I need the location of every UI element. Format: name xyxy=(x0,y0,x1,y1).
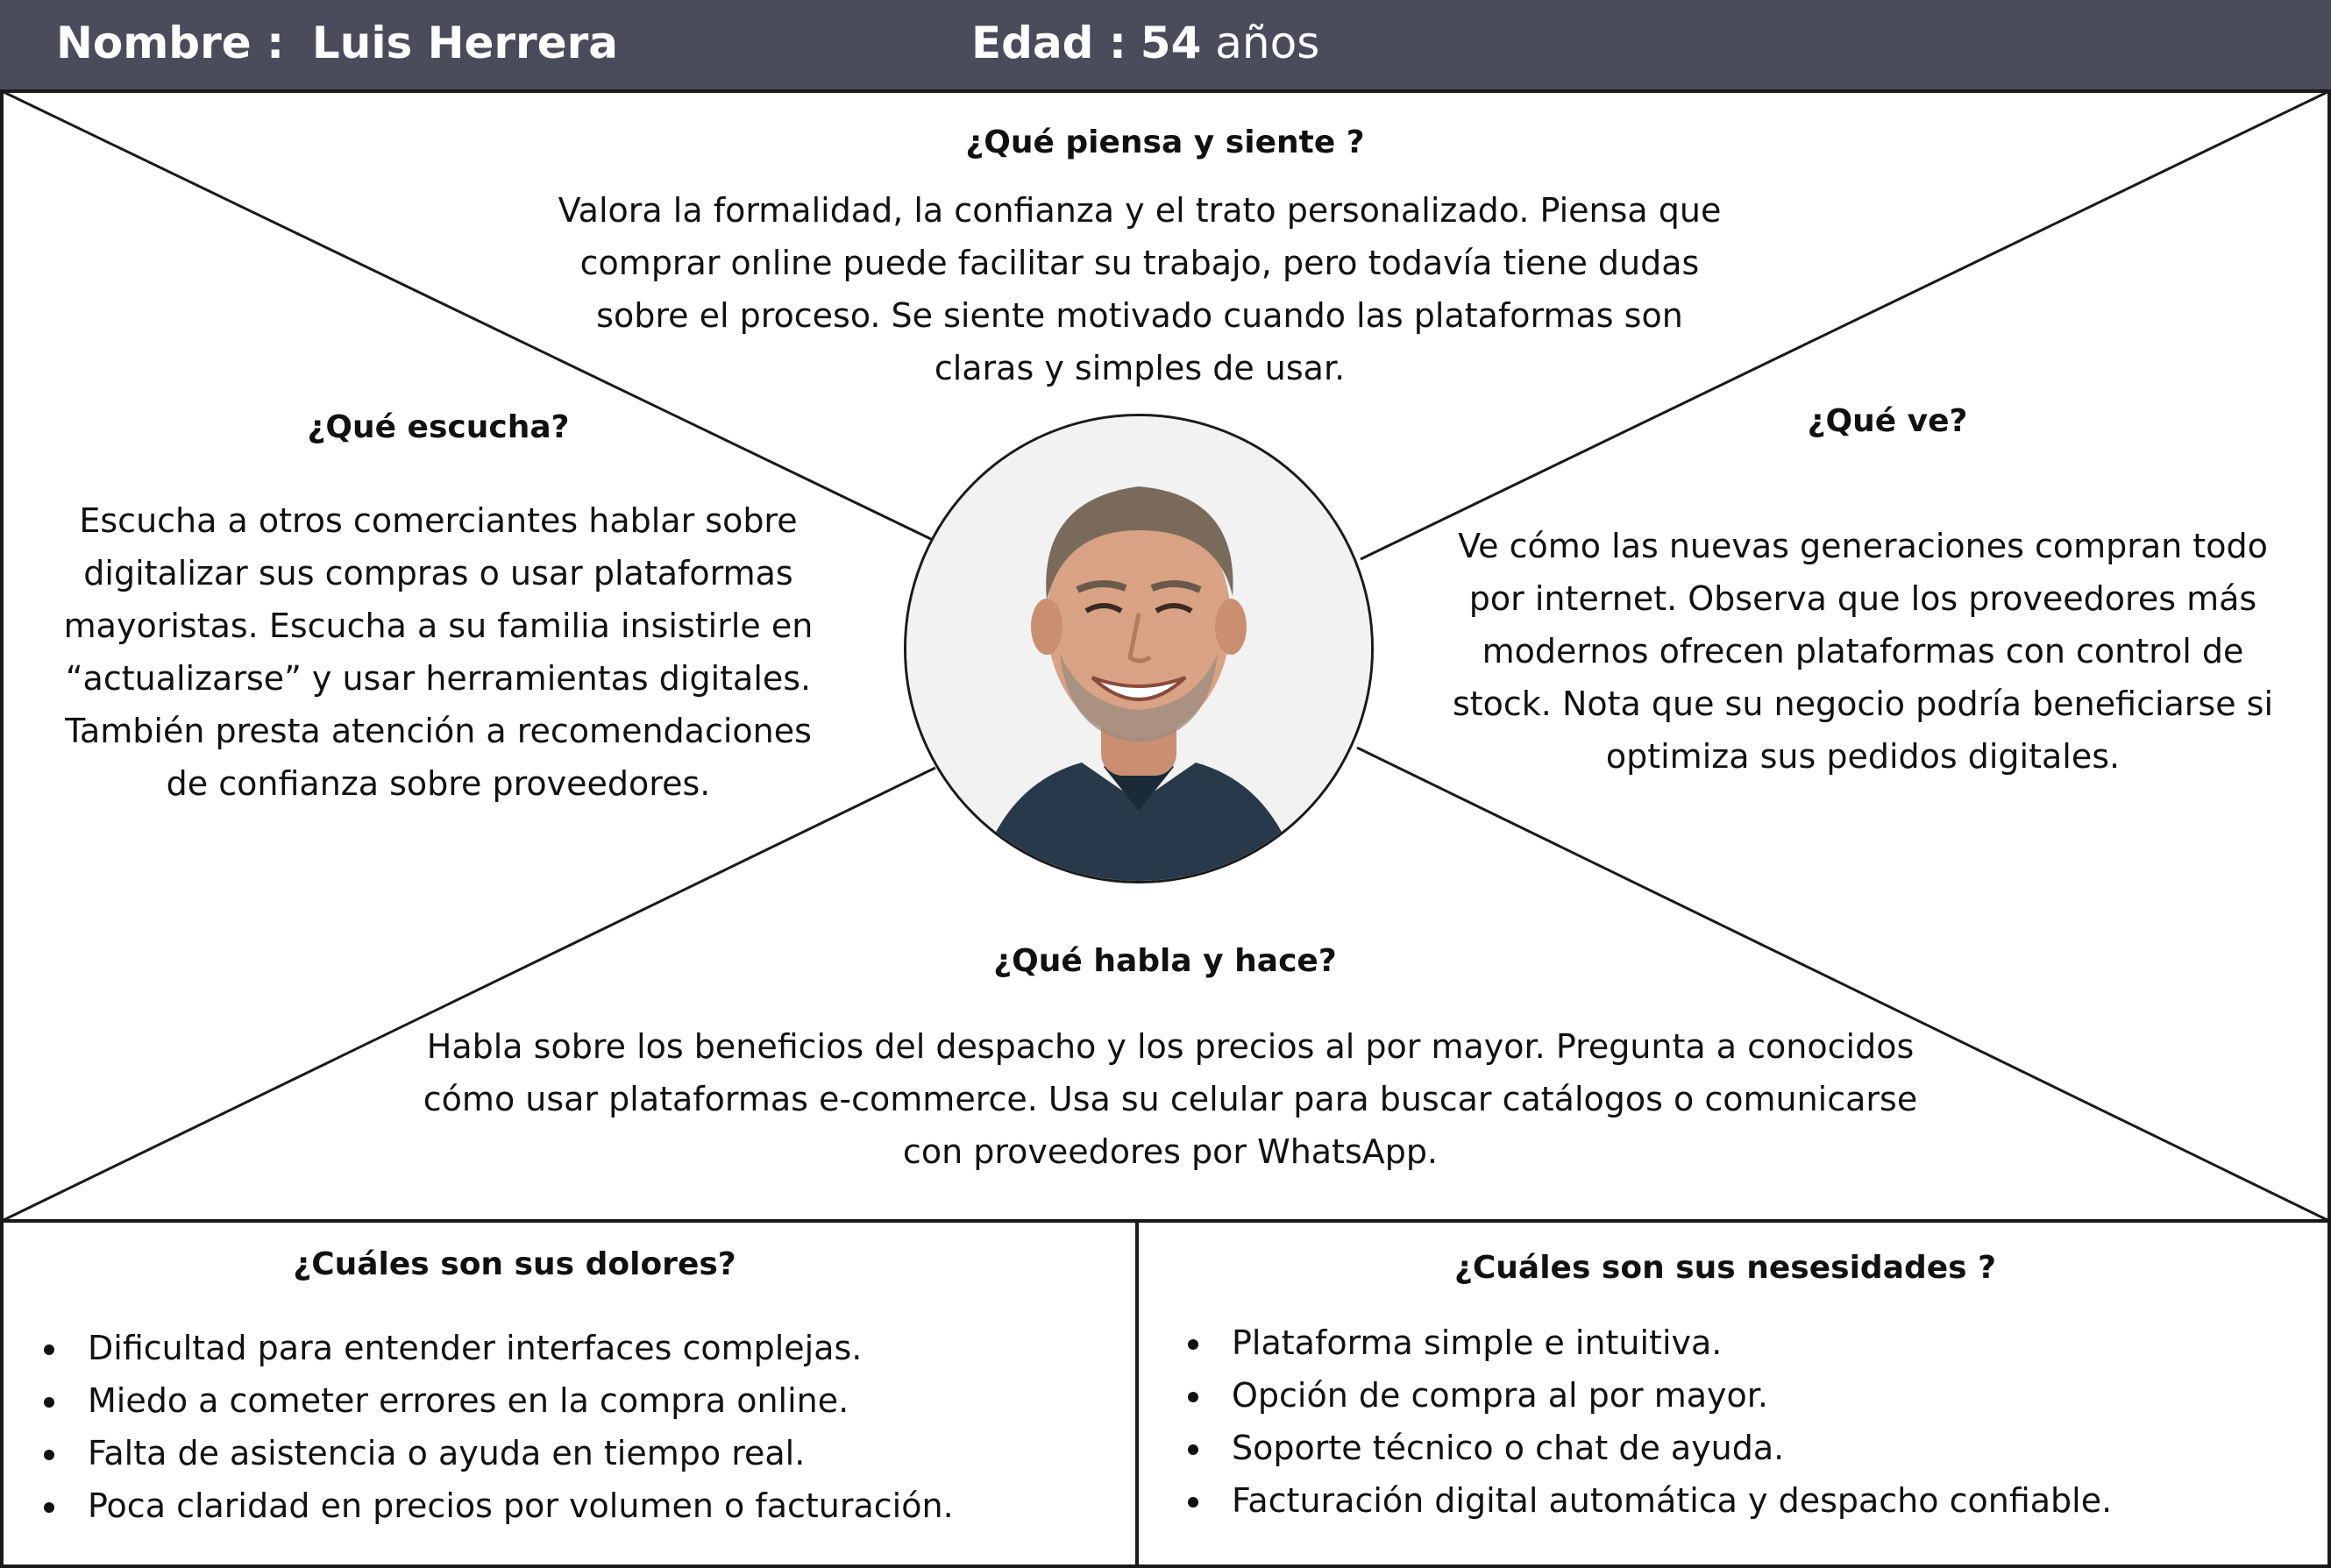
hears-text: Escucha a otros comerciantes hablar sobre digitalizar sus compras o usar plataformas mayoristas. Escucha a su familia insistirle en “actualizarse” y usar herramientas digitales. También presta atención a recomendaciones de confianza sobre proveedores. xyxy=(63,501,814,803)
hears-title: ¿Qué escucha? xyxy=(307,409,570,445)
age-label: Edad : xyxy=(971,18,1126,68)
need-item: Opción de compra al por mayor. xyxy=(1188,1369,2112,1422)
need-item: Soporte técnico o chat de ayuda. xyxy=(1188,1422,2112,1474)
pain-item: Dificultad para entender interfaces complejas. xyxy=(44,1322,954,1374)
age-value: 54 xyxy=(1140,18,1202,68)
name-value: Luis Herrera xyxy=(311,18,619,68)
sees-text: Ve cómo las nuevas generaciones compran todo por internet. Observa que los proveedores más modernos ofrecen plataformas con control de stock. Nota que su negocio podría beneficiarse si optimiza sus pedidos digitales. xyxy=(1452,527,2274,776)
person-photo-icon xyxy=(906,416,1371,881)
name-label: Nombre : xyxy=(56,18,285,68)
says-does-title: ¿Qué habla y hace? xyxy=(993,943,1337,979)
thinks-feels-text: Valora la formalidad, la confianza y el trato personalizado. Piensa que comprar online puede facilitar su trabajo, pero todavía tiene dudas sobre el proceso. Se siente motivado cuando las plataformas son claras y simples de usar. xyxy=(558,191,1722,387)
persona-avatar xyxy=(904,414,1374,883)
pain-item: Falta de asistencia o ayuda en tiempo real. xyxy=(44,1427,954,1479)
needs-list xyxy=(1188,1316,2112,1527)
need-item: Plataforma simple e intuitiva. xyxy=(1188,1316,2112,1369)
says-does-text: Habla sobre los beneficios del despacho y los precios al por mayor. Pregunta a conocidos cómo usar plataformas e-commerce. Usa su celular para buscar catálogos o comunicarse con proveedores por WhatsApp. xyxy=(423,1027,1918,1171)
pain-item: Poca claridad en precios por volumen o facturación. xyxy=(44,1479,954,1532)
age-unit: años xyxy=(1215,18,1320,68)
need-item: Facturación digital automática y despacho confiable. xyxy=(1188,1474,2112,1527)
pains-list xyxy=(44,1322,954,1532)
thinks-feels-title: ¿Qué piensa y siente ? xyxy=(965,124,1365,160)
needs-title: ¿Cuáles son sus nesesidades ? xyxy=(1453,1250,1997,1286)
pains-title: ¿Cuáles son sus dolores? xyxy=(293,1246,736,1282)
pain-item: Miedo a cometer errores en la compra online. xyxy=(44,1374,954,1427)
sees-title: ¿Qué ve? xyxy=(1807,403,1968,439)
